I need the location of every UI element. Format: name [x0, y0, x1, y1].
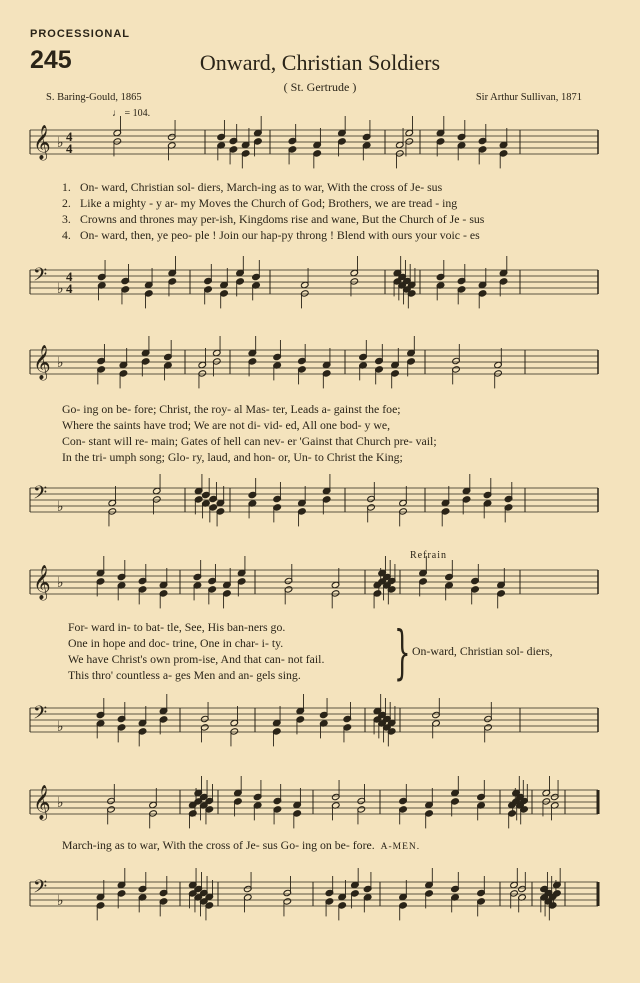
bass-clef: 𝄢: [33, 483, 48, 508]
verse-line-2: 2. Like a mighty - y ar- my Moves the Church of God; Brothers, we are tread - ing: [62, 196, 458, 210]
tempo-marking: ♩ = 104.: [112, 108, 151, 119]
flat-key-signature: ♭: [57, 893, 64, 909]
verse-line-3: We have Christ's own prom-ise, And that can- not fail.: [68, 652, 325, 666]
flat-key-signature: ♭: [57, 575, 64, 591]
bass-clef: 𝄢: [33, 703, 48, 728]
refrain-label: Refrain: [410, 550, 447, 561]
flat-key-signature: ♭: [57, 499, 64, 515]
verse-line-2: Where the saints have trod; We are not di- vid- ed, All one bod- y we,: [62, 418, 391, 432]
flat-key-signature: ♭: [57, 795, 64, 811]
tune-name: ( St. Gertrude ): [283, 80, 357, 94]
verse-line-4: This thro' countless a- ges Men and an- gels sing.: [68, 668, 301, 682]
treble-clef: 𝄞: [33, 345, 51, 380]
treble-clef: 𝄞: [33, 785, 51, 820]
author-credit: S. Baring-Gould, 1865: [46, 92, 142, 103]
bass-clef: 𝄢: [33, 265, 48, 290]
refrain-text-line-1: On-ward, Christian sol- diers,: [412, 644, 553, 658]
flat-key-signature: ♭: [57, 135, 64, 151]
verse-line-2: One in hope and doc- trine, One in char- i- ty.: [68, 636, 284, 650]
time-signature: 4: [66, 269, 73, 284]
verse-line-3: Con- stant will re- main; Gates of hell can nev- er 'Gainst that Church pre- vail;: [62, 434, 437, 448]
verse-line-4: 4. On- ward, then, ye peo- ple ! Join our hap-py throng ! Blend with ours your voic - es: [62, 228, 480, 242]
verse-line-1: 1. On- ward, Christian sol- diers, March-ing as to war, With the cross of Je- sus: [62, 180, 443, 194]
composer-credit: Sir Arthur Sullivan, 1871: [475, 92, 582, 103]
time-signature: 4: [66, 129, 73, 144]
treble-clef: 𝄞: [33, 125, 51, 160]
hymn-number: 245: [30, 46, 72, 74]
verse-line-1: Go- ing on be- fore; Christ, the roy- al Mas- ter, Leads a- gainst the foe;: [62, 402, 401, 416]
verse-brace: }: [394, 618, 411, 686]
flat-key-signature: ♭: [57, 355, 64, 371]
verse-line-4: In the tri- umph song; Glo- ry, laud, and hon- or, Un- to Christ the King;: [62, 450, 403, 464]
time-signature: 4: [66, 281, 73, 296]
time-signature: 4: [66, 141, 73, 156]
verse-line-1: For- ward in- to bat- tle, See, His ban-ners go.: [68, 620, 286, 634]
section-label: PROCESSIONAL: [30, 28, 131, 40]
flat-key-signature: ♭: [57, 281, 64, 297]
verse-line-3: 3. Crowns and thrones may per-ish, Kingdoms rise and wane, But the Church of Je - sus: [62, 212, 485, 226]
bass-clef: 𝄢: [33, 877, 48, 902]
amen-label: A-MEN.: [380, 842, 421, 852]
treble-clef: 𝄞: [33, 565, 51, 600]
flat-key-signature: ♭: [57, 719, 64, 735]
refrain-text-line-2: March-ing as to war, With the cross of Je- sus Go- ing on be- fore. A-MEN.: [62, 838, 421, 852]
hymn-title: Onward, Christian Soldiers: [199, 50, 441, 75]
